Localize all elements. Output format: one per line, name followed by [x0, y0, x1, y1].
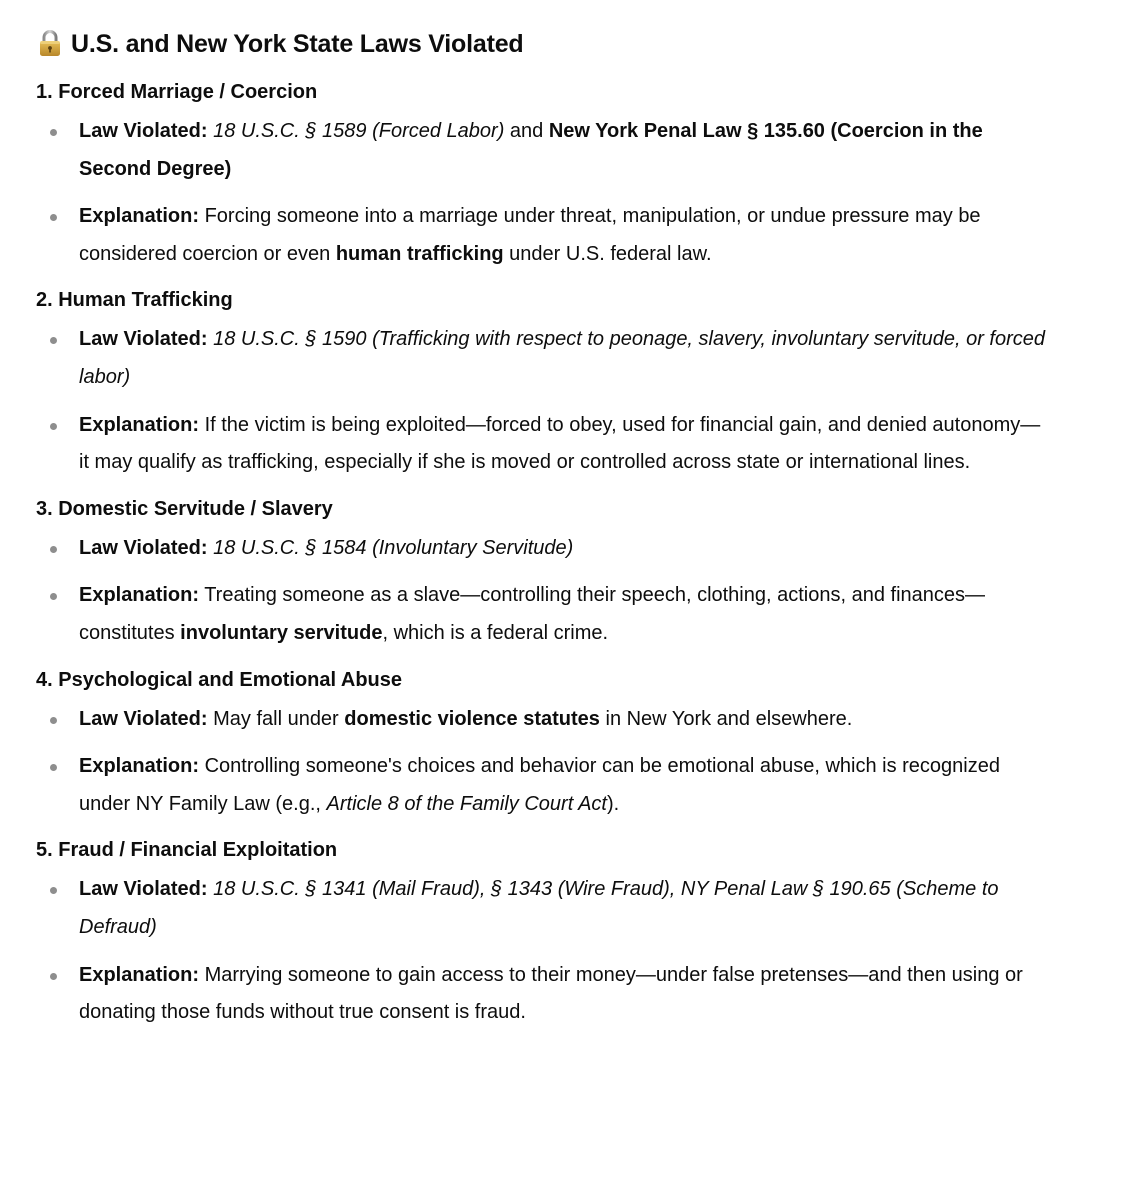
statute-citation: Article 8 of the Family Court Act: [326, 792, 607, 815]
emphasis-text: involuntary servitude: [180, 621, 383, 644]
law-violated-item: [36, 871, 1100, 946]
section-heading: 4. Psychological and Emotional Abuse: [36, 668, 403, 691]
text-span: , which is a federal crime.: [382, 621, 609, 644]
page-title-text: U.S. and New York State Laws Violated: [71, 30, 524, 58]
bullet-list: [36, 321, 1100, 481]
page-title: [36, 26, 1100, 62]
section-heading: 3. Domestic Servitude / Slavery: [36, 497, 333, 520]
text-span: Marrying someone to gain access to their money—under false pretenses—and then using or donating those funds without true consent is fraud.: [79, 963, 1023, 1024]
emphasis-text: human trafficking: [335, 242, 504, 265]
lock-icon: [38, 29, 62, 57]
section-fraud: [36, 834, 1100, 1031]
section-psychological-abuse: [36, 664, 1100, 824]
explanation-item: [36, 198, 1100, 273]
text-span: in New York and elsewhere.: [599, 707, 853, 730]
law-label: Law Violated:: [79, 120, 208, 142]
law-label: Law Violated:: [79, 536, 208, 559]
bullet-list: [36, 701, 1100, 824]
explanation-label: Explanation:: [79, 205, 200, 228]
law-violated-item: [36, 321, 1100, 396]
text-span: Forcing someone into a marriage under threat, manipulation, or undue pressure may be considered coercion or even: [79, 205, 981, 265]
law-label: Law Violated:: [79, 707, 208, 730]
explanation-label: Explanation:: [79, 755, 200, 778]
text-span: and: [504, 120, 549, 142]
bullet-dot-icon: [50, 129, 57, 136]
statute-citation: 18 U.S.C. § 1341 (Mail Fraud), § 1343 (Wire Fraud), NY Penal Law § 190.65 (Scheme to Defraud): [79, 878, 999, 938]
law-violated-item: [36, 701, 1100, 739]
explanation-label: Explanation:: [79, 963, 200, 986]
law-violated-item: [36, 530, 1100, 568]
bullet-dot-icon: [50, 214, 57, 221]
section-forced-marriage: [36, 76, 1100, 273]
bullet-dot-icon: [50, 593, 57, 600]
law-violated-item: [36, 113, 1100, 188]
explanation-item: [36, 577, 1100, 652]
bullet-dot-icon: [50, 546, 57, 553]
text-span: If the victim is being exploited—forced to obey, used for financial gain, and denied autonomy—it may qualify as trafficking, especially if she is moved or controlled across state or international lines.: [79, 413, 1041, 474]
explanation-item: [36, 748, 1100, 823]
text-span: under U.S. federal law.: [503, 242, 712, 265]
statute-citation: 18 U.S.C. § 1590 (Trafficking with respect to peonage, slavery, involuntary servitude, or forced labor): [79, 328, 1045, 388]
bullet-dot-icon: [50, 887, 57, 894]
statute-citation: New York Penal Law § 135.60 (Coercion in the Second Degree): [79, 120, 983, 180]
bullet-dot-icon: [50, 973, 57, 980]
bullet-dot-icon: [50, 764, 57, 771]
text-span: May fall under: [207, 707, 345, 730]
section-domestic-servitude: [36, 493, 1100, 653]
law-label: Law Violated:: [79, 878, 208, 901]
text-span: ).: [606, 792, 620, 815]
section-human-trafficking: [36, 284, 1100, 481]
explanation-item: [36, 957, 1100, 1032]
emphasis-text: domestic violence statutes: [344, 707, 600, 730]
explanation-label: Explanation:: [79, 584, 200, 607]
statute-citation: 18 U.S.C. § 1584 (Involuntary Servitude): [213, 536, 574, 559]
text-span: Treating someone as a slave—controlling their speech, clothing, actions, and finances—constitutes: [79, 584, 986, 644]
text-span: Controlling someone's choices and behavior can be emotional abuse, which is recognized under NY Family Law (e.g.,: [79, 755, 1000, 815]
bullet-list: [36, 871, 1100, 1031]
explanation-label: Explanation:: [79, 413, 200, 436]
explanation-item: [36, 407, 1100, 482]
section-heading: 5. Fraud / Financial Exploitation: [36, 839, 338, 862]
law-label: Law Violated:: [79, 328, 208, 351]
section-heading: 2. Human Trafficking: [36, 289, 233, 312]
bullet-dot-icon: [50, 717, 57, 724]
bullet-list: [36, 113, 1100, 273]
bullet-list: [36, 530, 1100, 653]
section-heading: 1. Forced Marriage / Coercion: [36, 81, 318, 103]
statute-citation: 18 U.S.C. § 1589 (Forced Labor): [213, 120, 505, 142]
bullet-dot-icon: [50, 337, 57, 344]
bullet-dot-icon: [50, 423, 57, 430]
